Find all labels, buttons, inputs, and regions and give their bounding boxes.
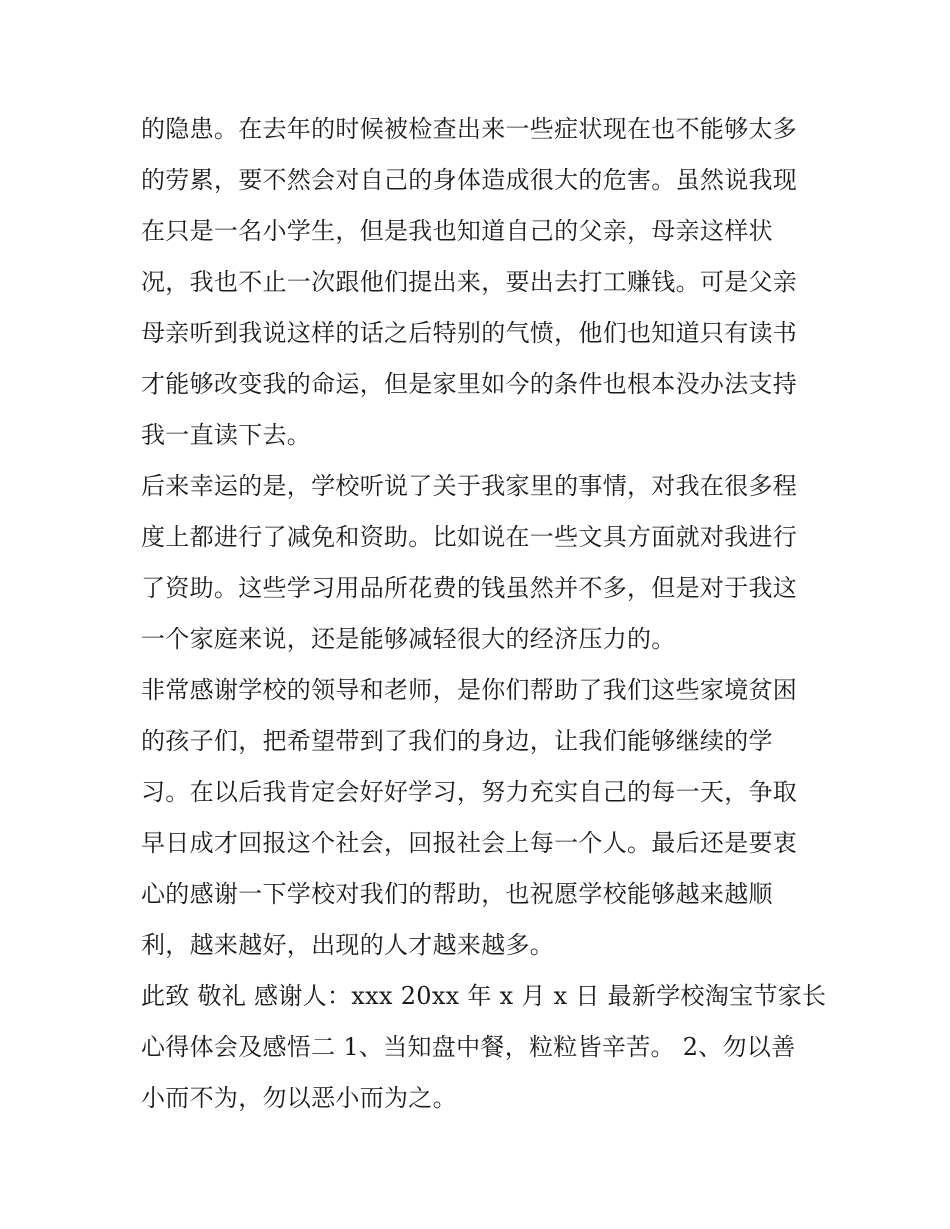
text-line: 一个家庭来说，还是能够减轻很大的经济压力的。 [141,625,676,653]
text-line: 的孩子们，把希望带到了我们的身边，让我们能够继续的学 [141,727,773,755]
text-line: 了资助。这些学习用品所花费的钱虽然并不多，但是对于我这 [141,574,798,602]
text-line: 母亲听到我说这样的话之后特别的气愤，他们也知道只有读书 [141,319,798,347]
text-line: 我一直读下去。 [141,421,312,449]
text-line: 的隐患。在去年的时候被检查出来一些症状现在也不能够太多 [141,115,798,143]
text-line: 心得体会及感悟二 1、当知盘中餐，粒粒皆辛苦。 2、勿以善 [141,1033,796,1061]
text-line: 的劳累，要不然会对自己的身体造成很大的危害。虽然说我现 [141,166,798,194]
text-line: 心的感谢一下学校对我们的帮助，也祝愿学校能够越来越顺 [141,880,773,908]
text-line: 早日成才回报这个社会，回报社会上每一个人。最后还是要衷 [141,829,798,857]
text-line: 况，我也不止一次跟他们提出来，要出去打工赚钱。可是父亲 [141,268,798,296]
text-line: 小而不为，勿以恶小而为之。 [141,1084,457,1112]
text-line: 才能够改变我的命运，但是家里如今的条件也根本没办法支持 [141,370,798,398]
text-line: 在只是一名小学生，但是我也知道自己的父亲，母亲这样状 [141,217,773,245]
text-line: 后来幸运的是，学校听说了关于我家里的事情，对我在很多程 [141,472,798,500]
text-line: 习。在以后我肯定会好好学习，努力充实自己的每一天，争取 [141,778,798,806]
text-line: 此致 敬礼 感谢人：xxx 20xx 年 x 月 x 日 最新学校淘宝节家长 [141,982,827,1010]
text-line: 度上都进行了减免和资助。比如说在一些文具方面就对我进行 [141,523,798,551]
text-line: 非常感谢学校的领导和老师，是你们帮助了我们这些家境贫困 [141,676,798,704]
text-line: 利，越来越好，出现的人才越来越多。 [141,931,555,959]
document-body [141,104,827,1124]
